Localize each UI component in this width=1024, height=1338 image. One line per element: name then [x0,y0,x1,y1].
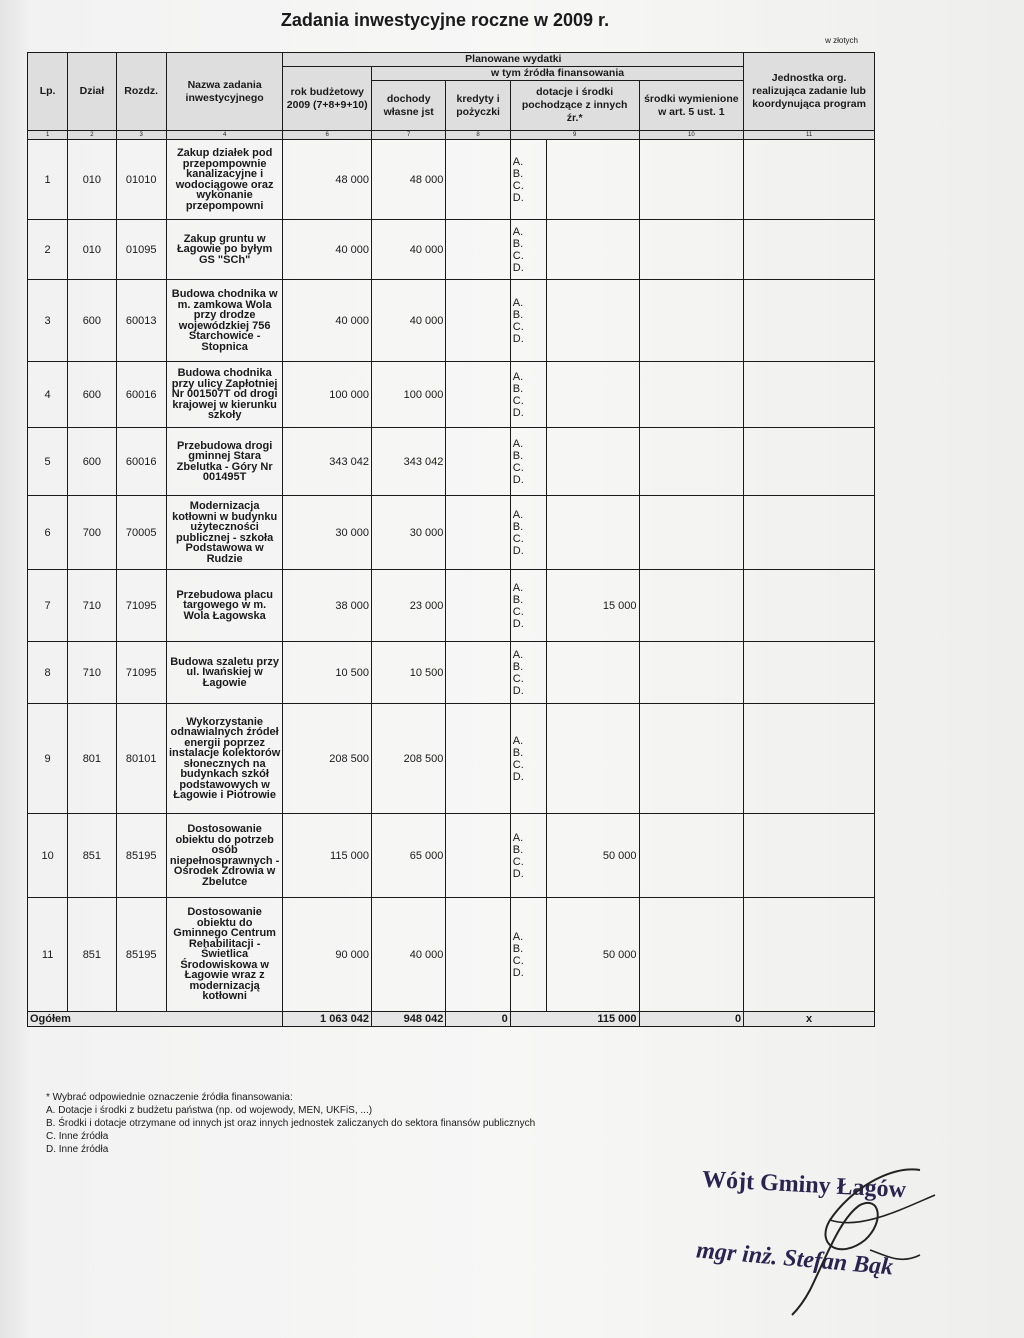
cell-dotacje [546,428,639,496]
handwritten-signature-icon [770,1150,950,1320]
source-letter: B. [512,167,524,180]
cell-rok: 40 000 [283,280,372,362]
col-number: 9 [510,131,639,140]
cell-jednostka [744,220,875,280]
cell-rok: 48 000 [283,140,372,220]
table-row [28,140,875,220]
table-row [28,642,875,704]
source-letter: B. [512,843,524,856]
col-number: 7 [371,131,445,140]
header-rozdz: Rozdz. [116,53,166,131]
cell-dotacje: 15 000 [546,570,639,642]
cell-rozdz: 80101 [116,704,166,814]
cell-nazwa: Budowa chodnika w m. zamkowa Wola przy drodze wojewódzkiej 756 Starchowice - Stopnica [166,280,283,362]
cell-dzial: 600 [68,362,116,428]
cell-dochody: 40 000 [371,280,445,362]
cell-dotacje [546,496,639,570]
cell-dochody: 10 500 [371,642,445,704]
cell-rozdz: 60016 [116,362,166,428]
cell-dotacje: 50 000 [546,898,639,1012]
cell-source-letters [510,814,546,898]
source-letter: C. [512,758,524,771]
source-letter: B. [512,942,524,955]
col-number: 6 [283,131,372,140]
table-row [28,496,875,570]
cell-dochody: 100 000 [371,362,445,428]
footnotes [46,1091,535,1156]
cell-lp: 3 [28,280,68,362]
source-letter: A. [512,734,524,747]
header-w-tym: w tym źródła finansowania [371,67,743,81]
table-row [28,898,875,1012]
cell-nazwa: Dostosowanie obiektu do potrzeb osób niepełnosprawnych - Ośrodek Zdrowia w Zbelutce [166,814,283,898]
cell-srodki [639,570,744,642]
cell-dochody: 65 000 [371,814,445,898]
cell-dzial: 801 [68,704,116,814]
total-srodki: 0 [639,1012,744,1027]
source-letter: A. [512,648,524,661]
source-letter: A. [512,437,524,450]
cell-dochody: 343 042 [371,428,445,496]
cell-lp: 2 [28,220,68,280]
col-number: 4 [166,131,283,140]
source-letter: D. [512,544,524,557]
header-nazwa: Nazwa zadania inwestycyjnego [166,53,283,131]
cell-jednostka [744,496,875,570]
source-letter: C. [512,672,524,685]
footnote: C. Inne źródła [46,1131,109,1142]
source-letter: D. [512,867,524,880]
source-letter: D. [512,261,524,274]
cell-rok: 100 000 [283,362,372,428]
cell-lp: 11 [28,898,68,1012]
cell-kredyty [446,140,510,220]
footnote: * Wybrać odpowiednie oznaczenie źródła finansowania: [46,1092,293,1103]
cell-kredyty [446,898,510,1012]
cell-lp: 8 [28,642,68,704]
cell-source-letters [510,220,546,280]
source-letter: B. [512,593,524,606]
source-letter: C. [512,532,524,545]
table-row [28,570,875,642]
cell-dzial: 600 [68,428,116,496]
source-letter: A. [512,581,524,594]
table-row [28,814,875,898]
cell-lp: 4 [28,362,68,428]
source-letter: A. [512,296,524,309]
cell-kredyty [446,496,510,570]
cell-srodki [639,496,744,570]
cell-jednostka [744,362,875,428]
cell-rok: 115 000 [283,814,372,898]
source-letter: A. [512,930,524,943]
total-dochody: 948 042 [371,1012,445,1027]
header-kredyty: kredyty i pożyczki [446,81,510,131]
source-letter: A. [512,831,524,844]
source-letter: A. [512,508,524,521]
source-letter: C. [512,855,524,868]
source-letter: B. [512,520,524,533]
source-letter: B. [512,382,524,395]
table-row [28,220,875,280]
cell-jednostka [744,642,875,704]
col-number: 3 [116,131,166,140]
cell-dzial: 600 [68,280,116,362]
source-letter: D. [512,770,524,783]
cell-source-letters [510,642,546,704]
source-letter: C. [512,394,524,407]
signature-office: Wójt Gminy Łagów [701,1166,907,1204]
source-letter: C. [512,954,524,967]
cell-rok: 38 000 [283,570,372,642]
cell-rozdz: 71095 [116,570,166,642]
cell-rozdz: 60013 [116,280,166,362]
source-letter: D. [512,617,524,630]
cell-srodki [639,814,744,898]
source-letter: D. [512,473,524,486]
cell-source-letters [510,704,546,814]
header-rok: rok budżetowy 2009 (7+8+9+10) [283,67,372,131]
source-letter: C. [512,605,524,618]
header-dzial: Dział [68,53,116,131]
signature-name: mgr inż. Stefan Bąk [695,1237,895,1281]
header-srodki: środki wymienione w art. 5 ust. 1 [639,81,744,131]
cell-dzial: 010 [68,140,116,220]
cell-kredyty [446,280,510,362]
table-row [28,280,875,362]
cell-rozdz: 70005 [116,496,166,570]
cell-rozdz: 85195 [116,898,166,1012]
cell-srodki [639,280,744,362]
cell-dotacje [546,362,639,428]
cell-kredyty [446,428,510,496]
cell-jednostka [744,898,875,1012]
cell-dzial: 700 [68,496,116,570]
cell-dzial: 710 [68,642,116,704]
cell-srodki [639,140,744,220]
header-lp: Lp. [28,53,68,131]
source-letter: C. [512,320,524,333]
total-dotacje: 115 000 [510,1012,639,1027]
cell-dochody: 23 000 [371,570,445,642]
source-letter: B. [512,660,524,673]
cell-lp: 7 [28,570,68,642]
cell-nazwa: Przebudowa placu targowego w m. Wola Łagowska [166,570,283,642]
cell-nazwa: Zakup gruntu w Łagowie po byłym GS "SCh" [166,220,283,280]
cell-kredyty [446,704,510,814]
cell-rok: 208 500 [283,704,372,814]
header-dochody: dochody własne jst [371,81,445,131]
cell-srodki [639,362,744,428]
cell-nazwa: Budowa szaletu przy ul. Iwańskiej w Łagowie [166,642,283,704]
total-kredyty: 0 [446,1012,510,1027]
cell-lp: 9 [28,704,68,814]
source-letter: C. [512,179,524,192]
cell-dochody: 40 000 [371,898,445,1012]
cell-nazwa: Zakup działek pod przepompownie kanalizacyjne i wodociągowe oraz wykonanie przepompowni [166,140,283,220]
source-letter: B. [512,308,524,321]
cell-source-letters [510,280,546,362]
cell-srodki [639,220,744,280]
table-row [28,428,875,496]
cell-kredyty [446,220,510,280]
cell-dotacje [546,704,639,814]
cell-dotacje [546,140,639,220]
cell-dotacje [546,220,639,280]
col-number: 1 [28,131,68,140]
page-title: Zadania inwestycyjne roczne w 2009 r. [280,10,610,30]
cell-source-letters [510,428,546,496]
cell-srodki [639,704,744,814]
cell-rozdz: 71095 [116,642,166,704]
cell-dochody: 48 000 [371,140,445,220]
cell-kredyty [446,570,510,642]
source-letter: D. [512,332,524,345]
cell-jednostka [744,570,875,642]
investment-table [27,52,875,1027]
source-letter: B. [512,449,524,462]
cell-rok: 343 042 [283,428,372,496]
cell-dochody: 208 500 [371,704,445,814]
header-jednostka: Jednostka org. realizująca zadanie lub koordynująca program [744,53,875,131]
source-letter: D. [512,406,524,419]
table-row [28,362,875,428]
cell-rok: 40 000 [283,220,372,280]
cell-lp: 10 [28,814,68,898]
source-letter: D. [512,684,524,697]
source-letter: C. [512,249,524,262]
cell-rok: 10 500 [283,642,372,704]
total-rok: 1 063 042 [283,1012,372,1027]
cell-jednostka [744,704,875,814]
cell-rozdz: 85195 [116,814,166,898]
source-letter: D. [512,966,524,979]
total-row [28,1012,875,1027]
cell-dzial: 851 [68,898,116,1012]
cell-rok: 30 000 [283,496,372,570]
cell-source-letters [510,362,546,428]
source-letter: D. [512,191,524,204]
cell-rozdz: 60016 [116,428,166,496]
cell-dotacje [546,642,639,704]
cell-rozdz: 01095 [116,220,166,280]
source-letter: A. [512,370,524,383]
cell-jednostka [744,428,875,496]
cell-nazwa: Budowa chodnika przy ulicy Zapłotniej Nr 001507T od drogi krajowej w kierunku szkoły [166,362,283,428]
footnote: B. Środki i dotacje otrzymane od innych jst oraz innych jednostek zaliczanych do sektora finansów publicznych [46,1118,536,1129]
total-jednostka: x [744,1012,875,1027]
cell-jednostka [744,140,875,220]
source-letter: A. [512,155,524,168]
cell-srodki [639,642,744,704]
cell-srodki [639,428,744,496]
cell-rok: 90 000 [283,898,372,1012]
total-label: Ogółem [28,1012,283,1027]
cell-rozdz: 01010 [116,140,166,220]
table-row [28,704,875,814]
cell-dotacje [546,280,639,362]
cell-jednostka [744,280,875,362]
source-letter: B. [512,237,524,250]
cell-dzial: 710 [68,570,116,642]
cell-kredyty [446,814,510,898]
header-dotacje: dotacje i środki pochodzące z innych źr.* [510,81,639,131]
cell-dotacje: 50 000 [546,814,639,898]
cell-dochody: 40 000 [371,220,445,280]
cell-kredyty [446,362,510,428]
cell-srodki [639,898,744,1012]
cell-nazwa: Modernizacja kotłowni w budynku użyteczności publicznej - szkoła Podstawowa w Rudzie [166,496,283,570]
cell-kredyty [446,642,510,704]
cell-dzial: 010 [68,220,116,280]
footnote: A. Dotacje i środki z budżetu państwa (np. od wojewody, MEN, UKFiS, ...) [46,1105,373,1116]
col-number: 10 [639,131,744,140]
cell-source-letters [510,898,546,1012]
cell-dzial: 851 [68,814,116,898]
source-letter: C. [512,461,524,474]
cell-dochody: 30 000 [371,496,445,570]
col-number: 8 [446,131,510,140]
source-letter: B. [512,746,524,759]
cell-lp: 5 [28,428,68,496]
header-planowane: Planowane wydatki [283,53,744,67]
cell-source-letters [510,496,546,570]
cell-source-letters [510,140,546,220]
cell-nazwa: Dostosowanie obiektu do Gminnego Centrum Rehabilitacji - Świetlica Środowiskowa w Łagowie wraz z modernizacją kotłowni [166,898,283,1012]
col-number: 2 [68,131,116,140]
cell-nazwa: Wykorzystanie odnawialnych źródeł energii poprzez instalacje kolektorów słonecznych na budynkach szkół podstawowych w Łagowie i Piotrowie [166,704,283,814]
cell-jednostka [744,814,875,898]
cell-source-letters [510,570,546,642]
cell-nazwa: Przebudowa drogi gminnej Stara Zbelutka - Góry Nr 001495T [166,428,283,496]
currency-unit: w złotych [825,36,858,45]
source-letter: A. [512,225,524,238]
footnote: D. Inne źródła [46,1144,109,1155]
col-number: 11 [744,131,875,140]
cell-lp: 6 [28,496,68,570]
cell-lp: 1 [28,140,68,220]
